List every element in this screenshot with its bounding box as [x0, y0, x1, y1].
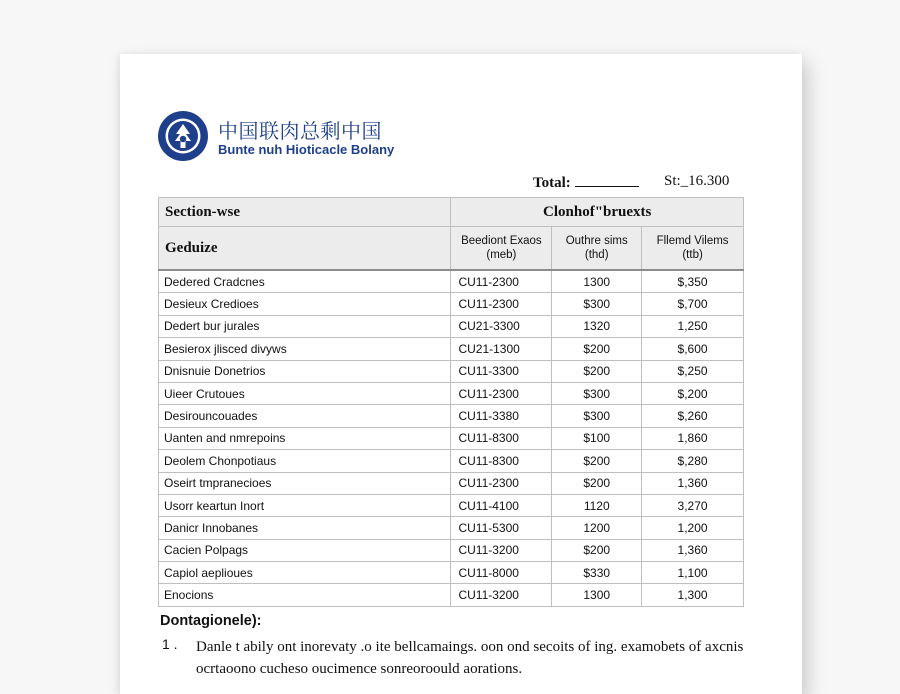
column-header: Fllemd Vilems (ttb) — [642, 227, 744, 271]
table-row — [159, 472, 744, 494]
table-cell-col2: $300 — [552, 293, 642, 315]
table-cell-code: CU11-3380 — [451, 405, 552, 427]
table-row — [159, 517, 744, 539]
group-header: Clonhof"bruexts — [451, 198, 744, 227]
organization-name-english: Bunte nuh Hioticacle Bolany — [218, 142, 395, 157]
table-row — [159, 270, 744, 293]
table-cell-col3: 1,360 — [642, 539, 744, 561]
table-cell-name: Danicr Innobanes — [159, 517, 451, 539]
table-cell-name: Dnisnuie Donetrios — [159, 360, 451, 382]
table-cell-col3: 1,250 — [642, 315, 744, 337]
table-cell-col3: 1,300 — [642, 584, 744, 606]
table-cell-col3: $,200 — [642, 382, 744, 404]
table-cell-code: CU11-4100 — [451, 494, 552, 516]
table-cell-name: Uieer Crutoues — [159, 382, 451, 404]
table-cell-code: CU11-2300 — [451, 293, 552, 315]
table-row — [159, 427, 744, 449]
table-row — [159, 450, 744, 472]
data-table — [158, 197, 744, 607]
table-cell-code: CU11-2300 — [451, 270, 552, 293]
table-cell-code: CU21-1300 — [451, 338, 552, 360]
table-cell-col2: $200 — [552, 539, 642, 561]
table-cell-col2: 1300 — [552, 584, 642, 606]
table-cell-col3: $,260 — [642, 405, 744, 427]
table-cell-name: Deolem Chonpotiaus — [159, 450, 451, 472]
table-cell-name: Besierox jlisced divyws — [159, 338, 451, 360]
table-row — [159, 494, 744, 516]
table-row — [159, 539, 744, 561]
st-value: St:_16.300 — [664, 173, 730, 189]
table-cell-col3: $,250 — [642, 360, 744, 382]
table-cell-col2: $200 — [552, 472, 642, 494]
table-cell-name: Usorr keartun Inort — [159, 494, 451, 516]
table-cell-name: Oseirt tmpranecioes — [159, 472, 451, 494]
total-line — [533, 173, 730, 192]
table-cell-col3: 1,360 — [642, 472, 744, 494]
table-cell-col2: $200 — [552, 450, 642, 472]
table-cell-col3: $,280 — [642, 450, 744, 472]
table-cell-col2: $330 — [552, 562, 642, 584]
total-label: Total: — [533, 175, 571, 191]
notes-title: Dontagionele): — [160, 613, 262, 629]
table-row — [159, 315, 744, 337]
table-row — [159, 382, 744, 404]
table-cell-name: Uanten and nmrepoins — [159, 427, 451, 449]
document-page — [120, 54, 802, 694]
table-cell-col3: 3,270 — [642, 494, 744, 516]
table-row — [159, 360, 744, 382]
table-cell-col2: $300 — [552, 405, 642, 427]
note-number: 1 . — [162, 636, 178, 652]
table-row — [159, 405, 744, 427]
table-cell-code: CU11-3200 — [451, 539, 552, 561]
column-header: Outhre sims (thd) — [552, 227, 642, 271]
table-cell-col2: 1200 — [552, 517, 642, 539]
table-cell-col3: $,700 — [642, 293, 744, 315]
section-header: Section-wse — [159, 198, 451, 227]
organization-name-chinese: 中国联肉总剩中国 — [218, 119, 382, 143]
table-row — [159, 584, 744, 606]
table-cell-col3: 1,200 — [642, 517, 744, 539]
column-header: Beediont Exaos (meb) — [451, 227, 552, 271]
table-cell-col3: 1,860 — [642, 427, 744, 449]
total-blank-line — [575, 173, 639, 187]
table-cell-col2: 1320 — [552, 315, 642, 337]
table-cell-code: CU11-8300 — [451, 427, 552, 449]
table-cell-col2: $100 — [552, 427, 642, 449]
note-text: Danle t abily ont inorevaty .o ite bellcamaings. oon ond secoits of ing. examobets of axcnis ocrtaoono cucheso oucimence sonreoroould aorations. — [196, 639, 744, 677]
table-row — [159, 293, 744, 315]
organization-seal-logo — [157, 110, 209, 162]
table-cell-code: CU11-2300 — [451, 472, 552, 494]
table-cell-code: CU11-5300 — [451, 517, 552, 539]
table-body — [159, 270, 744, 606]
table-cell-col3: $,350 — [642, 270, 744, 293]
table-cell-name: Desieux Credioes — [159, 293, 451, 315]
table-cell-code: CU11-8300 — [451, 450, 552, 472]
table-cell-col3: $,600 — [642, 338, 744, 360]
table-cell-code: CU11-3200 — [451, 584, 552, 606]
table-cell-name: Dedered Cradcnes — [159, 270, 451, 293]
table-cell-code: CU11-8000 — [451, 562, 552, 584]
table-cell-col2: 1120 — [552, 494, 642, 516]
table-cell-col2: 1300 — [552, 270, 642, 293]
table-cell-col2: $200 — [552, 360, 642, 382]
table-cell-col2: $300 — [552, 382, 642, 404]
table-cell-code: CU11-2300 — [451, 382, 552, 404]
table-row — [159, 338, 744, 360]
table-cell-name: Enocions — [159, 584, 451, 606]
row-header: Geduize — [159, 227, 451, 271]
table-cell-col3: 1,100 — [642, 562, 744, 584]
table-cell-col2: $200 — [552, 338, 642, 360]
table-cell-name: Dedert bur jurales — [159, 315, 451, 337]
table-cell-name: Cacien Polpags — [159, 539, 451, 561]
table-cell-name: Desirouncouades — [159, 405, 451, 427]
table-cell-name: Capiol aeplioues — [159, 562, 451, 584]
table-cell-code: CU11-3300 — [451, 360, 552, 382]
table-cell-code: CU21-3300 — [451, 315, 552, 337]
table-row — [159, 562, 744, 584]
